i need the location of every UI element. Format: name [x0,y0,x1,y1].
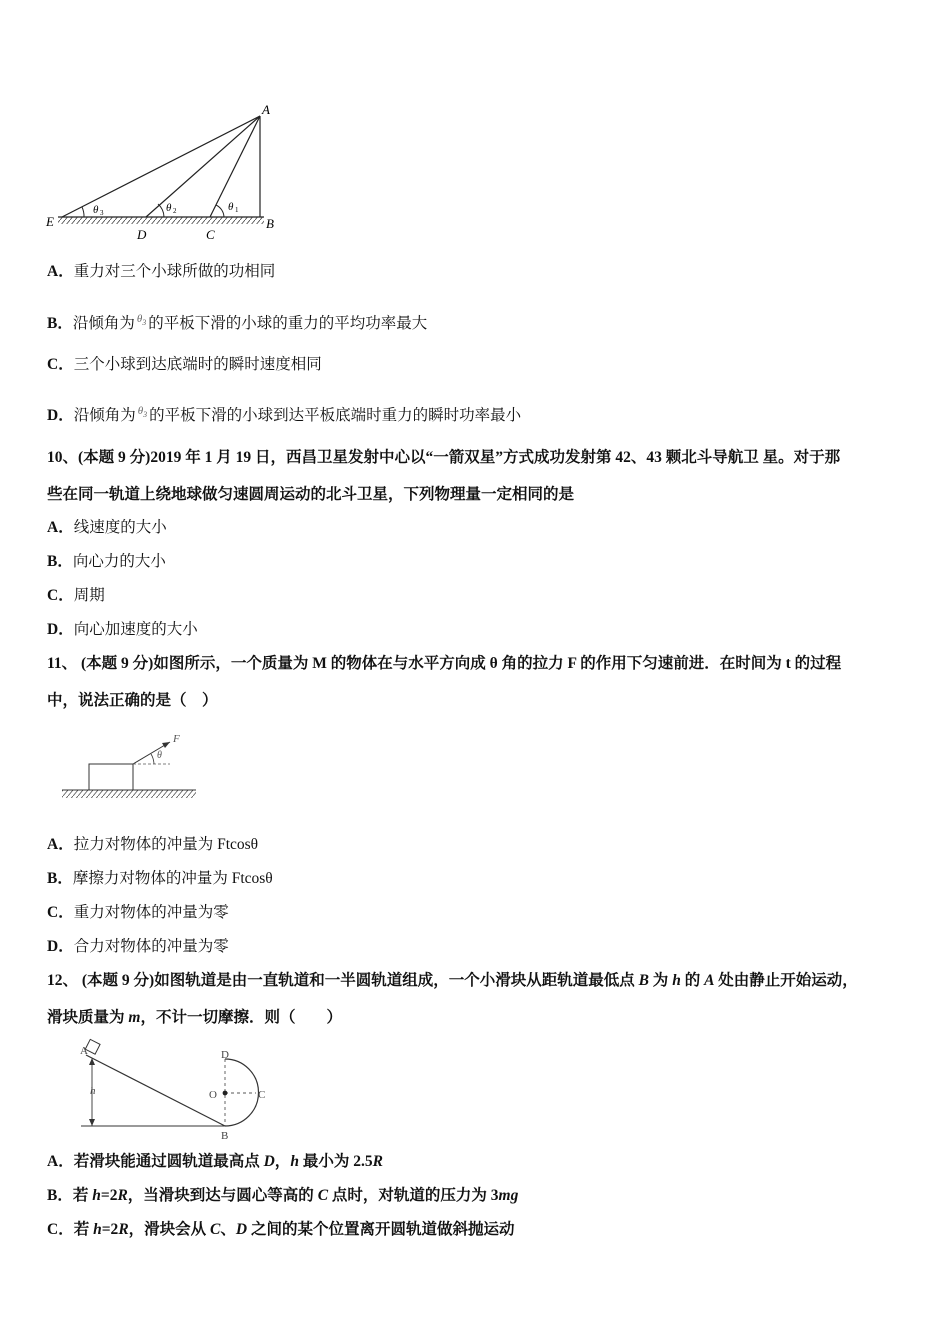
label-theta1: θ [228,201,234,213]
option-letter: B． [47,1187,73,1204]
q10-option-c [47,586,105,606]
option-text: 摩擦力对物体的冲量为 Ftcosθ [72,870,273,887]
label-c: C [206,227,215,240]
label-theta3: θ [93,204,99,216]
track-figure [70,1038,280,1144]
label-h: h [90,1085,96,1097]
option-text: 向心加速度的大小 [73,621,198,638]
q10-option-a [47,518,167,538]
option-letter: D． [47,938,74,955]
option-text: 拉力对物体的冲量为 Ftcosθ [73,836,259,853]
option-letter: D． [47,407,74,424]
label-e: E [46,214,54,229]
q12-stem-line2: 滑块质量为 m，不计一切摩擦．则（ ） [47,1009,342,1026]
plane-ac [210,116,260,217]
option-letter: B． [47,553,73,570]
option-letter: B． [47,315,73,332]
option-letter: A． [47,519,74,536]
height-arrow-down [89,1119,95,1126]
label-a: A [80,1045,88,1057]
q9-option-a [47,262,275,282]
label-d: D [221,1049,229,1061]
option-text-pre: 沿倾角为 [73,407,136,424]
option-text-pre: 沿倾角为 [72,315,135,332]
option-letter: A． [47,263,74,280]
ground-hatch [62,790,196,798]
option-letter: D． [47,621,74,638]
q11-option-b [47,869,273,889]
q12-option-a: A．若滑块能通过圆轨道最高点 D，h 最小为 2.5R [47,1153,383,1170]
q12-stem-line1: 12、 (本题 9 分)如图轨道是由一直轨道和一半圆轨道组成，一个小滑块从距轨道最低点 B 为 h 的 A 处由静止开始运动， [47,972,858,989]
option-text: 合力对物体的冲量为零 [73,938,229,955]
block-force-figure [58,730,203,805]
q10-option-b [47,552,166,572]
angle-arc [151,754,154,764]
q9-option-d [47,401,521,426]
block [89,764,133,790]
inclined-planes-figure [40,100,290,240]
label-o: O [209,1089,217,1101]
angle-arc-1 [216,205,224,217]
option-text: 重力对三个小球所做的功相同 [73,263,276,280]
semicircle-track [225,1059,259,1126]
q9-option-c [47,355,322,375]
label-force: F [173,733,180,745]
q10-option-d [47,620,198,640]
label-theta1-sub: 1 [235,206,239,214]
label-theta3-sub: 3 [100,209,104,217]
q12-option-b: B．若 h=2R，当滑块到达与圆心等高的 C 点时，对轨道的压力为 3mg [47,1187,519,1204]
option-letter: C． [47,1221,74,1238]
plane-ad [146,116,260,217]
option-letter: A． [47,836,74,853]
option-text: 线速度的大小 [73,519,167,536]
q9-option-b [47,309,427,334]
label-theta2-sub: 2 [173,207,177,215]
theta-symbol: $\theta_3$ [136,313,147,328]
label-b: B [221,1130,229,1142]
q11-option-c [47,903,229,923]
label-theta2: θ [166,202,172,214]
label-angle: θ [157,750,162,761]
q11-stem-line1: 11、 (本题 9 分)如图所示，一个质量为 M 的物体在与水平方向成 θ 角的拉力 F 的作用下匀速前进．在时间为 t 的过程 [47,655,842,672]
ground-hatch [58,217,264,224]
theta-symbol: $\theta_3$ [137,405,148,420]
q11-option-a [47,835,258,855]
option-text-post: 的平板下滑的小球到达平板底端时重力的瞬时功率最小 [149,407,522,424]
q11-option-d [47,937,229,957]
q11-stem-line2: 中，说法正确的是（ ） [47,692,218,709]
option-letter: A． [47,1153,74,1170]
option-letter: C． [47,904,74,921]
q10-stem-line2: 些在同一轨道上绕地球做匀速圆周运动的北斗卫星，下列物理量一定相同的是 [47,486,575,503]
option-letter: C． [47,587,74,604]
option-text: 重力对物体的冲量为零 [73,904,229,921]
label-d: D [137,227,147,240]
force-arrowhead [162,742,170,748]
center-point [223,1091,228,1096]
option-text-post: 的平板下滑的小球的重力的平均功率最大 [148,315,428,332]
incline-track [86,1055,225,1126]
label-c: C [258,1089,266,1101]
option-text: 三个小球到达底端时的瞬时速度相同 [73,356,322,373]
q12-option-c: C．若 h=2R，滑块会从 C、D 之间的某个位置离开圆轨道做斜抛运动 [47,1221,515,1238]
label-b: B [266,216,274,231]
option-letter: B． [47,870,73,887]
option-text: 周期 [73,587,105,604]
option-letter: C． [47,356,74,373]
option-text: 向心力的大小 [72,553,166,570]
angle-arc-3 [82,207,84,217]
q10-stem-line1: 10、(本题 9 分)2019 年 1 月 19 日，西昌卫星发射中心以“一箭双星”方式成功发射第 42、43 颗北斗导航卫 星。对于那 [47,449,841,466]
label-a: A [262,102,270,117]
